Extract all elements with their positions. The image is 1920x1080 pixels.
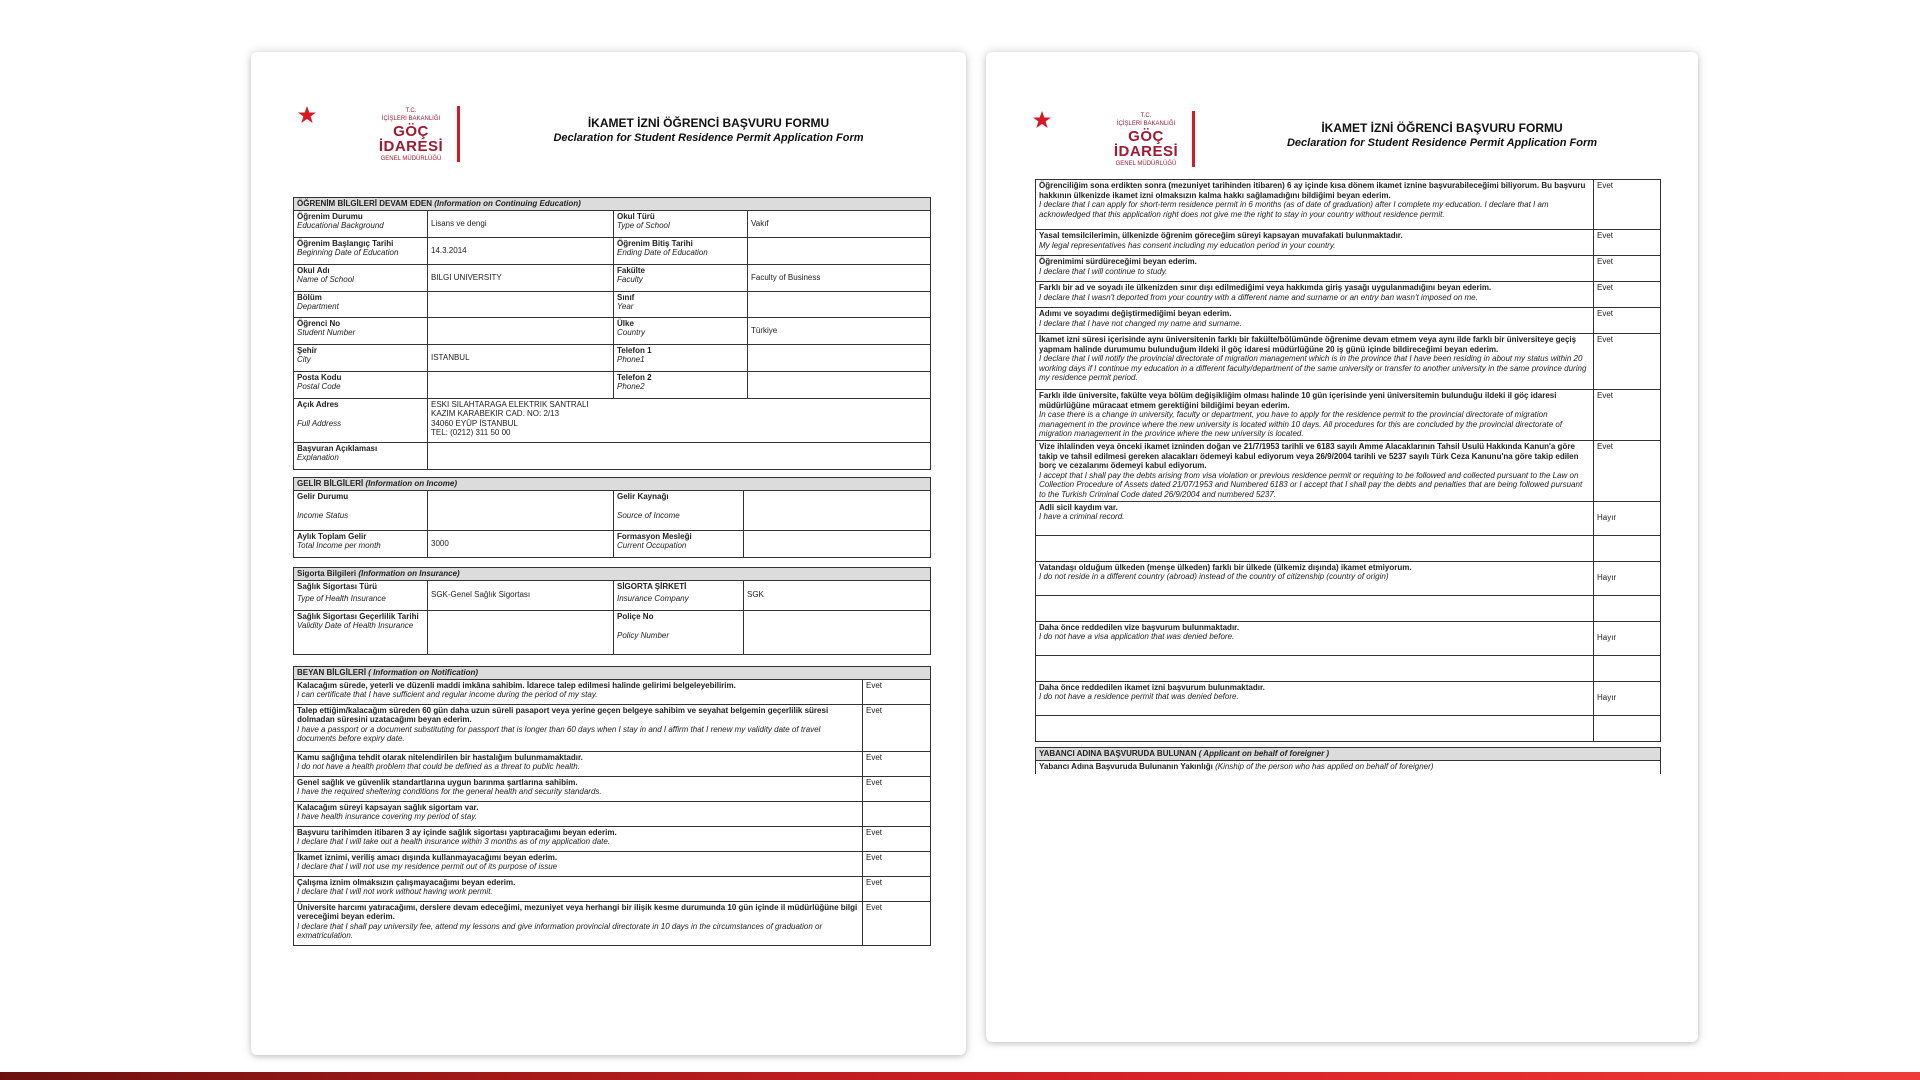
declarations-table-2	[1035, 179, 1661, 742]
declaration-row: Vize ihlalinden veya önceki ikamet izninden doğan ve 21/7/1953 tarihli ve 6183 sayılı Amme Alacaklarının Tahsil Usulü Hakkında Kanun'a göre takip ve tahsil edilmesi gereken alacakları ödemeyi kabul ediyorum veya 26/9/2004 tarihli ve 5237 sayılı Türk Ceza Kanunu'na göre takip edilen borç ve cezalarımı ödemeyi kabul ediyorum. I accept that I shall pay the debts arising from visa violation or previous residence permit or requiring to be followed and collected pursuant to the Law on Collection Procedure of Assets dated 21/07/1953 and Numbered 6183 or I accept that I shall pay the debts and penalties that are being followed pursuant to the Turkish Criminal Code dated 26/9/2004 and numbered 5237.	[1036, 440, 1594, 501]
declaration-answer: Evet	[863, 901, 931, 945]
declaration-answer: Evet	[863, 704, 931, 751]
phone2-value	[748, 371, 931, 398]
school-type-value: Vakıf	[748, 210, 931, 237]
form-header	[1026, 107, 1658, 177]
declaration-answer: Evet	[1594, 256, 1661, 282]
declaration-answer: Evet	[863, 679, 931, 704]
declaration-spacer	[1594, 715, 1661, 741]
postal-label: Posta Kodu Postal Code	[294, 371, 428, 398]
income-status-label: Gelir Durumu Income Status	[294, 490, 428, 530]
declaration-answer: Evet	[1594, 230, 1661, 256]
logo-tc: T.C.	[1140, 113, 1152, 119]
declaration-row: Adli sicil kaydım var. I have a criminal record.	[1036, 501, 1594, 535]
edu-status-label: Öğrenim Durumu Educational Background	[294, 210, 428, 237]
agency-logo	[291, 102, 471, 172]
declaration-row: Öğrenciliğim sona erdikten sonra (mezuniyet tarihinden itibaren) 6 ay içinde kısa dönem ikamet iznine başvurabileceğimi biliyorum. Bu başvuru hakkının ülkenizde ikamet izni olmaksızın kalma hakkı sağlamadığını bildiğimi beyan ederim. I declare that I can apply for short-term residence permit in 6 months (as of date of graduation) after I complete my education. I declare that I am acknowledged that this application right does not give me the right to stay in your country without residence permit.	[1036, 180, 1594, 230]
form-title	[1226, 121, 1658, 149]
declaration-answer: Evet	[863, 826, 931, 851]
declaration-spacer	[1036, 715, 1594, 741]
declaration-spacer	[1594, 595, 1661, 621]
insurance-type-label: Sağlık Sigortası Türü Type of Health Insurance	[294, 580, 428, 610]
start-date-value: 14.3.2014	[428, 237, 614, 264]
edu-status-value: Lisans ve dengi	[428, 210, 614, 237]
declaration-row: Başvuru tarihimden itibaren 3 ay içinde sağlık sigortası yaptıracağımı beyan ederim. I declare that I will take out a health insurance within 3 months as of my application date.	[294, 826, 863, 851]
declaration-row: İkamet izni süresi içerisinde aynı üniversitenin farklı bir fakülte/bölümünde öğrenime devam etmem veya aynı ilde farklı bir üniversiteye geçiş yapmam halinde durumumu bulunduğum ildeki il göç idaresi müdürlüğüne 20 iş günü içinde bildireceğimi beyan ederim. I declare that I will notify the provincial directorate of migration management which is in the province that I have been residing in about my status within 20 working days if I continue my education in a different faculty/department of the same university or transfer to another university in the same province during my residence permit period.	[1036, 334, 1594, 390]
declaration-answer: Evet	[1594, 390, 1661, 441]
declaration-row: Kalacağım süreyi kapsayan sağlık sigortam var. I have health insurance covering my period of stay.	[294, 801, 863, 826]
insurance-table	[293, 567, 931, 655]
declaration-answer: Evet	[863, 876, 931, 901]
declaration-row: Kamu sağlığına tehdit olarak nitelendirilen bir hastalığım bulunmamaktadır. I do not have a health problem that could be defined as a threat to public health.	[294, 751, 863, 776]
declaration-answer: Evet	[863, 776, 931, 801]
insurance-company-label: SİGORTA ŞİRKETİ Insurance Company	[614, 580, 744, 610]
logo-agency: GÖÇ İDARESİ	[378, 123, 444, 155]
foreigner-table	[1035, 747, 1661, 774]
occupation-label: Formasyon Mesleği Current Occupation	[614, 530, 744, 557]
department-value	[428, 291, 614, 317]
form-title	[491, 116, 926, 144]
monthly-income-value: 3000	[428, 530, 614, 557]
address-value: ESKI SILAHTARAGA ELEKTRIK SANTRALI KAZIM KARABEKIR CAD. NO: 2/13 34060 EYÜP İSTANBUL TEL: (0212) 311 50 00	[428, 398, 931, 442]
logo-divider	[457, 106, 460, 162]
declaration-row: Kalacağım sürede, yeterli ve düzenli maddi imkâna sahibim. İdarece talep edilmesi halinde gelirimi belgeleyebilirim. I can certificate that I have sufficient and regular income during the period of my stay.	[294, 679, 863, 704]
declaration-answer: Hayır	[1594, 681, 1661, 715]
declaration-answer: Evet	[1594, 282, 1661, 308]
school-name-value: BILGI UNIVERSITY	[428, 264, 614, 291]
declaration-spacer	[1036, 595, 1594, 621]
income-table	[293, 477, 931, 558]
logo-directorate: GENEL MÜDÜRLÜĞÜ	[380, 156, 442, 162]
form-header	[291, 102, 926, 172]
agency-logo	[1026, 107, 1206, 177]
title-en: Declaration for Student Residence Permit Application Form	[1286, 137, 1598, 149]
start-date-label: Öğrenim Başlangıç Tarihi Beginning Date of Education	[294, 237, 428, 264]
declaration-row: Farklı ilde üniversite, fakülte veya bölüm değişikliğim olması halinde 10 gün içerisinde yeni üniversitemin bulunduğu ildeki il göç idaresi müdürlüğüne müracaat etmem gerektiğini bildiğimi beyan ederim. In case there is a change in university, faculty or department, you have to apply for the residence permit to the provincial directorate of migration management in the province where the new university is located within 10 days. All procedures for this are concluded by the provincial directorate of migration management in the province where the new university is located.	[1036, 390, 1594, 441]
declaration-row: Adımı ve soyadımı değiştirmediğimi beyan ederim. I declare that I have not changed my name and surname.	[1036, 308, 1594, 334]
declaration-row: Öğrenimimi sürdüreceğimi beyan ederim. I declare that I will continue to study.	[1036, 256, 1594, 282]
end-date-label: Öğrenim Bitiş Tarihi Ending Date of Education	[614, 237, 748, 264]
explanation-value	[428, 442, 931, 469]
country-value: Türkiye	[748, 317, 931, 344]
declaration-answer: Evet	[1594, 440, 1661, 501]
phone1-value	[748, 344, 931, 371]
occupation-value	[744, 530, 931, 557]
city-value: ISTANBUL	[428, 344, 614, 371]
explanation-label: Başvuran Açıklaması Explanation	[294, 442, 428, 469]
logo-directorate: GENEL MÜDÜRLÜĞÜ	[1115, 161, 1177, 167]
foreigner-section-title: YABANCI ADINA BAŞVURUDA BULUNAN ( Applicant on behalf of foreigner )	[1036, 748, 1661, 761]
logo-divider	[1192, 111, 1195, 167]
logo-tc: T.C.	[405, 108, 417, 114]
declaration-answer: Hayır	[1594, 621, 1661, 655]
title-tr: İKAMET İZNİ ÖĞRENCİ BAŞVURU FORMU	[587, 116, 830, 130]
declaration-answer: Evet	[863, 851, 931, 876]
declaration-answer: Hayır	[1594, 561, 1661, 595]
logo-ministry: İÇİŞLERİ BAKANLIĞI	[381, 116, 441, 122]
declaration-answer: Hayır	[1594, 501, 1661, 535]
insurance-company-value: SGK	[744, 580, 931, 610]
declaration-row: Farklı bir ad ve soyadı ile ülkenizden sınır dışı edilmediğimi veya hakkımda giriş yasağı uygulanmadığını beyan ederim. I declare that I wasn't deported from your country with a different name and surname or an entry ban wasn't imposed on me.	[1036, 282, 1594, 308]
income-status-value	[428, 490, 614, 530]
crescent-star-icon	[1026, 107, 1106, 177]
insurance-section-title: Sigorta Bilgileri (Information on Insurance)	[294, 568, 931, 581]
monthly-income-label: Aylık Toplam Gelir Total Income per month	[294, 530, 428, 557]
income-section-title: GELİR BİLGİLERİ (Information on Income)	[294, 478, 931, 491]
logo-ministry: İÇİŞLERİ BAKANLIĞI	[1116, 121, 1176, 127]
declaration-answer	[863, 801, 931, 826]
phone1-label: Telefon 1 Phone1	[614, 344, 748, 371]
declarations-table-1	[293, 666, 931, 946]
declaration-answer: Evet	[863, 751, 931, 776]
declaration-spacer	[1036, 535, 1594, 561]
kinship-label: Yabancı Adına Başvuruda Bulunanın Yakınlığı (Kinship of the person who has applied on behalf of foreigner)	[1036, 760, 1661, 774]
declaration-row: Vatandaşı olduğum ülkeden (menşe ülkeden) farklı bir ülkede (ülkemiz dışında) ikamet etmiyorum. I do not reside in a different country (abroad) instead of the country of citizenship (country of origin)	[1036, 561, 1594, 595]
declaration-spacer	[1594, 655, 1661, 681]
insurance-validity-label: Sağlık Sigortası Geçerlilik Tarihi Validity Date of Health Insurance	[294, 610, 428, 654]
form-page-2	[986, 52, 1698, 1042]
declaration-answer: Evet	[1594, 180, 1661, 230]
income-source-value	[744, 490, 931, 530]
income-source-label: Gelir Kaynağı Source of Income	[614, 490, 744, 530]
insurance-type-value: SGK-Genel Sağlık Sigortası	[428, 580, 614, 610]
education-table	[293, 197, 931, 470]
declaration-spacer	[1036, 655, 1594, 681]
school-type-label: Okul Türü Type of School	[614, 210, 748, 237]
department-label: Bölüm Department	[294, 291, 428, 317]
declaration-row: İkamet iznimi, veriliş amacı dışında kullanmayacağımı beyan ederim. I declare that I will not use my residence permit out of its purpose of issue	[294, 851, 863, 876]
declaration-row: Talep ettiğim/kalacağım süreden 60 gün daha uzun süreli pasaport veya yerine geçen belgeye sahibim ve seyahat belgemin geçerlilik süresi dolmadan süresini uzatacağımı beyan ederim. I have a passport or a document substituting for passport that is longer than 60 days when I stay in and I affirm that I renew my validity date of travel documents before expiry date.	[294, 704, 863, 751]
declarations-section-title: BEYAN BİLGİLERİ ( Information on Notification)	[294, 667, 931, 680]
footer-strip	[0, 1072, 1920, 1080]
city-label: Şehir City	[294, 344, 428, 371]
address-label: Açık Adres Full Address	[294, 398, 428, 442]
form-page-1	[251, 52, 966, 1055]
insurance-validity-value	[428, 610, 614, 654]
postal-value	[428, 371, 614, 398]
logo-agency: GÖÇ İDARESİ	[1113, 128, 1179, 160]
faculty-value: Faculty of Business	[748, 264, 931, 291]
declaration-row: Yasal temsilcilerimin, ülkenizde öğrenim göreceğim süreyi kapsayan muvafakati bulunmaktadır. My legal representatives has consent including my education period in your country.	[1036, 230, 1594, 256]
declaration-answer: Evet	[1594, 334, 1661, 390]
phone2-label: Telefon 2 Phone2	[614, 371, 748, 398]
title-en: Declaration for Student Residence Permit Application Form	[553, 132, 864, 144]
student-no-value	[428, 317, 614, 344]
country-label: Ülke Country	[614, 317, 748, 344]
declaration-row: Çalışma iznim olmaksızın çalışmayacağımı beyan ederim. I declare that I will not work without having work permit.	[294, 876, 863, 901]
title-tr: İKAMET İZNİ ÖĞRENCİ BAŞVURU FORMU	[1321, 121, 1563, 135]
end-date-value	[748, 237, 931, 264]
declaration-row: Daha önce reddedilen ikamet izni başvurum bulunmaktadır. I do not have a residence permit that was denied before.	[1036, 681, 1594, 715]
crescent-star-icon	[291, 102, 371, 172]
policy-value	[744, 610, 931, 654]
year-label: Sınıf Year	[614, 291, 748, 317]
student-no-label: Öğrenci No Student Number	[294, 317, 428, 344]
declaration-spacer	[1594, 535, 1661, 561]
declaration-answer: Evet	[1594, 308, 1661, 334]
education-section-title: ÖĞRENİM BİLGİLERİ DEVAM EDEN (Information on Continuing Education)	[294, 198, 931, 211]
school-name-label: Okul Adı Name of School	[294, 264, 428, 291]
declaration-row: Daha önce reddedilen vize başvurum bulunmaktadır. I do not have a visa application that was denied before.	[1036, 621, 1594, 655]
year-value	[748, 291, 931, 317]
policy-label: Poliçe No Policy Number	[614, 610, 744, 654]
declaration-row: Genel sağlık ve güvenlik standartlarına uygun barınma şartlarına sahibim. I have the required sheltering conditions for the general health and security standards.	[294, 776, 863, 801]
declaration-row: Üniversite harcımı yatıracağımı, derslere devam edeceğimi, mezuniyet veya herhangi bir ilişik kesme durumunda 10 gün içinde il müdürlüğüne bilgi vereceğimi beyan ederim. I declare that I shall pay university fee, attend my lessons and give information provincial directorate in 10 days in the circumstances of graduation or exmatriculation.	[294, 901, 863, 945]
faculty-label: Fakülte Faculty	[614, 264, 748, 291]
